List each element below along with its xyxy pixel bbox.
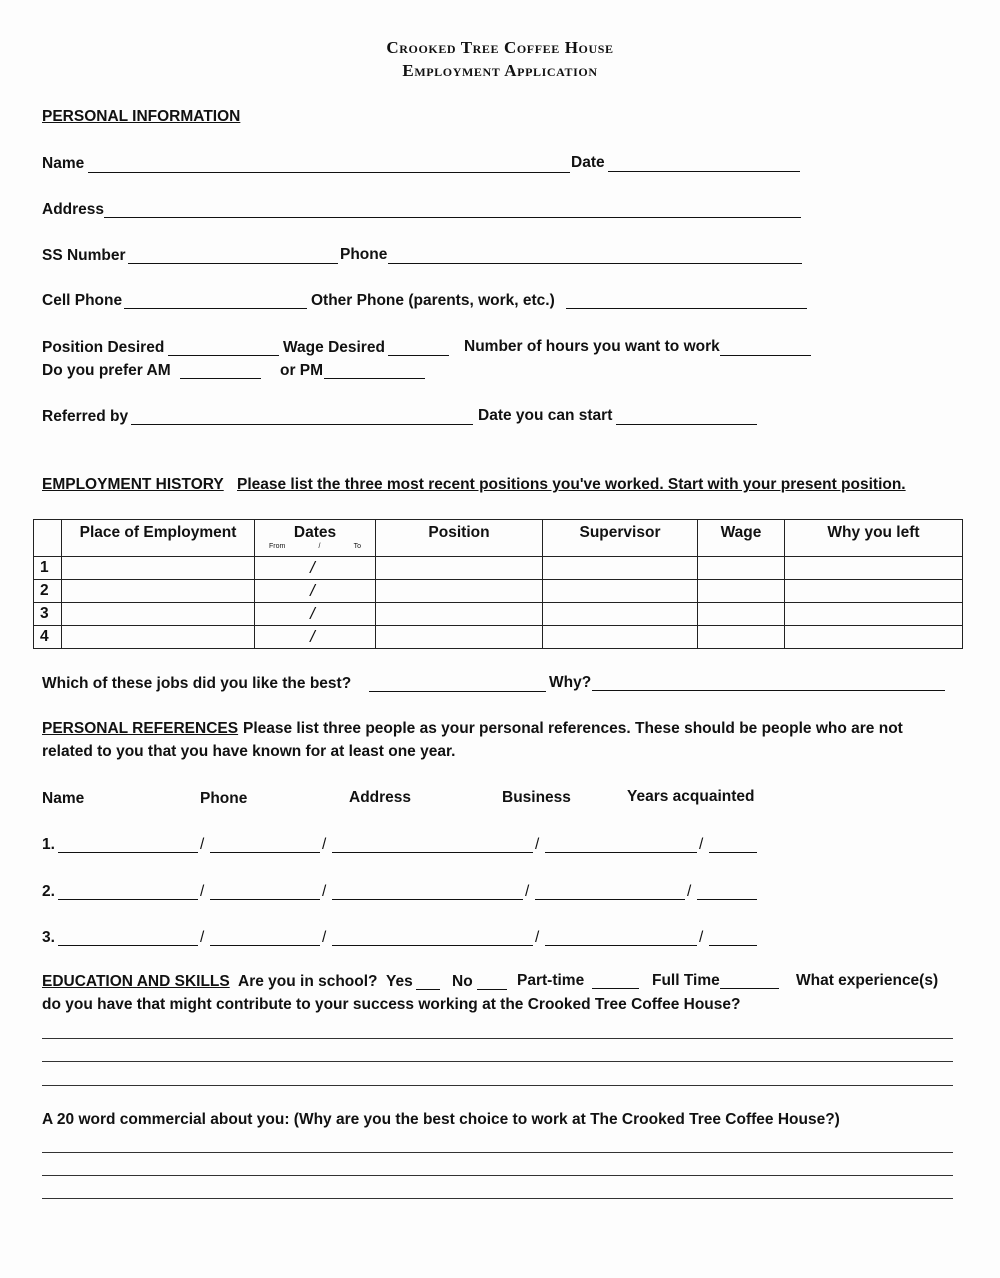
personal-section-heading: PERSONAL INFORMATION [42,108,241,125]
row-number-header [34,520,62,557]
experience-label: What experience(s) [796,972,939,989]
ref-col-business: Business [502,789,571,806]
row-number: 1 [34,557,62,580]
ref2-years-field[interactable] [697,899,757,900]
address-label: Address [42,201,105,218]
references-section-heading: PERSONAL REFERENCES [42,720,239,737]
name-field[interactable] [88,172,570,173]
row-number: 2 [34,580,62,603]
position-cell[interactable] [376,603,543,626]
date-field[interactable] [608,171,800,172]
part-time-field[interactable] [592,988,639,989]
ref-separator: / [200,836,205,853]
why-left-cell[interactable] [785,603,963,626]
dates-slash: / [310,627,315,646]
ref-separator: / [200,883,205,900]
ref-separator: / [322,883,327,900]
yes-field[interactable] [416,989,440,990]
address-field[interactable] [104,217,801,218]
ref-separator: / [699,836,704,853]
other-phone-label: Other Phone (parents, work, etc.) [311,292,555,309]
ref1-business-field[interactable] [545,852,697,853]
hours-label: Number of hours you want to work [464,338,720,355]
ref-separator: / [322,929,327,946]
dates-from-to [255,543,375,550]
col-place-header: Place of Employment [62,520,255,557]
phone-field[interactable] [388,263,802,264]
ref-separator: / [699,929,704,946]
table-row [34,626,963,649]
am-field[interactable] [180,378,261,379]
ref-separator: / [525,883,530,900]
no-label: No [452,973,473,990]
full-time-label: Full Time [652,972,720,989]
place-cell[interactable] [62,626,255,649]
dates-slash: / [310,558,315,577]
supervisor-cell[interactable] [543,580,698,603]
phone-label: Phone [340,246,388,263]
place-cell[interactable] [62,580,255,603]
ref1-address-field[interactable] [332,852,533,853]
experience-question: do you have that might contribute to your success working at the Crooked Tree Coffee House? [42,996,741,1013]
full-time-field[interactable] [720,988,779,989]
dates-cell[interactable] [255,603,376,626]
ref-col-years: Years acquainted [627,788,755,805]
references-instructions-1: Please list three people as your personal references. These should be people who are not [243,720,903,737]
why-field[interactable] [592,690,945,691]
ref-row-number: 1. [42,836,55,853]
ref3-phone-field[interactable] [210,945,320,946]
ref-col-phone: Phone [200,790,248,807]
references-instructions-2: related to you that you have known for at least one year. [42,743,456,760]
table-row [34,603,963,626]
supervisor-cell[interactable] [543,557,698,580]
ref-separator: / [322,836,327,853]
ref3-name-field[interactable] [58,945,198,946]
why-left-cell[interactable] [785,580,963,603]
wage-cell[interactable] [698,626,785,649]
why-left-cell[interactable] [785,626,963,649]
start-date-label: Date you can start [478,407,613,424]
table-header-row [34,520,963,557]
dates-slash: / [310,581,315,600]
no-field[interactable] [477,989,507,990]
experience-line-2[interactable] [42,1061,953,1062]
ref2-business-field[interactable] [535,899,685,900]
ref2-name-field[interactable] [58,899,198,900]
ref-separator: / [535,929,540,946]
ref-col-address: Address [349,789,412,806]
place-cell[interactable] [62,557,255,580]
ref-separator: / [200,929,205,946]
dates-from-label: From [269,543,286,550]
ref-row-number: 2. [42,883,55,900]
col-why-left-header: Why you left [785,520,963,557]
dates-cell[interactable] [255,557,376,580]
wage-desired-label: Wage Desired [283,339,385,356]
ref1-years-field[interactable] [709,852,757,853]
name-label: Name [42,155,85,172]
dates-cell[interactable] [255,626,376,649]
ref-row-number: 3. [42,929,55,946]
referred-by-field[interactable] [131,424,473,425]
ref3-years-field[interactable] [709,945,757,946]
hours-field[interactable] [720,355,811,356]
education-section-heading: EDUCATION AND SKILLS [42,973,230,990]
dates-cell[interactable] [255,580,376,603]
wage-desired-field[interactable] [388,355,449,356]
start-date-field[interactable] [616,424,757,425]
dates-slash-label: / [318,543,321,550]
position-desired-field[interactable] [168,355,279,356]
ref-col-name: Name [42,790,85,807]
commercial-line-2[interactable] [42,1175,953,1176]
ref-separator: / [535,836,540,853]
supervisor-cell[interactable] [543,603,698,626]
position-cell[interactable] [376,557,543,580]
ss-number-label: SS Number [42,247,126,264]
employment-instructions: Please list the three most recent positions you've worked. Start with your present position. [237,476,906,493]
cell-phone-label: Cell Phone [42,292,123,309]
ref1-name-field[interactable] [58,852,198,853]
other-phone-field[interactable] [566,308,807,309]
table-row [34,580,963,603]
date-label: Date [571,154,605,171]
cell-phone-field[interactable] [124,308,307,309]
table-row [34,557,963,580]
col-supervisor-header: Supervisor [543,520,698,557]
dates-to-label: To [353,543,361,550]
supervisor-cell[interactable] [543,626,698,649]
why-label: Why? [549,674,592,691]
liked-best-label: Which of these jobs did you like the best? [42,675,352,692]
form-subtitle: Employment Application [402,61,598,80]
part-time-label: Part-time [517,972,585,989]
liked-best-field[interactable] [369,691,546,692]
col-position-header: Position [376,520,543,557]
commercial-line-3[interactable] [42,1198,953,1199]
col-dates-header [255,520,376,557]
experience-line-3[interactable] [42,1085,953,1086]
col-wage-header: Wage [698,520,785,557]
wage-cell[interactable] [698,557,785,580]
employment-history-table [33,519,963,649]
form-title: Crooked Tree Coffee House [386,38,614,57]
employment-section-heading: EMPLOYMENT HISTORY [42,476,224,493]
ref1-phone-field[interactable] [210,852,320,853]
referred-by-label: Referred by [42,408,129,425]
yes-label: Yes [386,973,413,990]
wage-cell[interactable] [698,580,785,603]
in-school-label: Are you in school? [238,973,378,990]
commercial-line-1[interactable] [42,1152,953,1153]
commercial-prompt: A 20 word commercial about you: (Why are you the best choice to work at The Crooked Tree Coffee House?) [42,1111,840,1128]
ref-separator: / [687,883,692,900]
ref2-phone-field[interactable] [210,899,320,900]
ss-number-field[interactable] [128,263,338,264]
wage-cell[interactable] [698,603,785,626]
dates-header-label: Dates [293,524,337,541]
dates-slash: / [310,604,315,623]
prefer-am-label: Do you prefer AM [42,362,171,379]
place-cell[interactable] [62,603,255,626]
pm-label: or PM [280,362,324,379]
why-left-cell[interactable] [785,557,963,580]
row-number: 3 [34,603,62,626]
ref3-business-field[interactable] [545,945,697,946]
position-cell[interactable] [376,580,543,603]
position-cell[interactable] [376,626,543,649]
position-desired-label: Position Desired [42,339,165,356]
row-number: 4 [34,626,62,649]
experience-line-1[interactable] [42,1038,953,1039]
ref2-address-field[interactable] [332,899,523,900]
pm-field[interactable] [324,378,425,379]
ref3-address-field[interactable] [332,945,533,946]
